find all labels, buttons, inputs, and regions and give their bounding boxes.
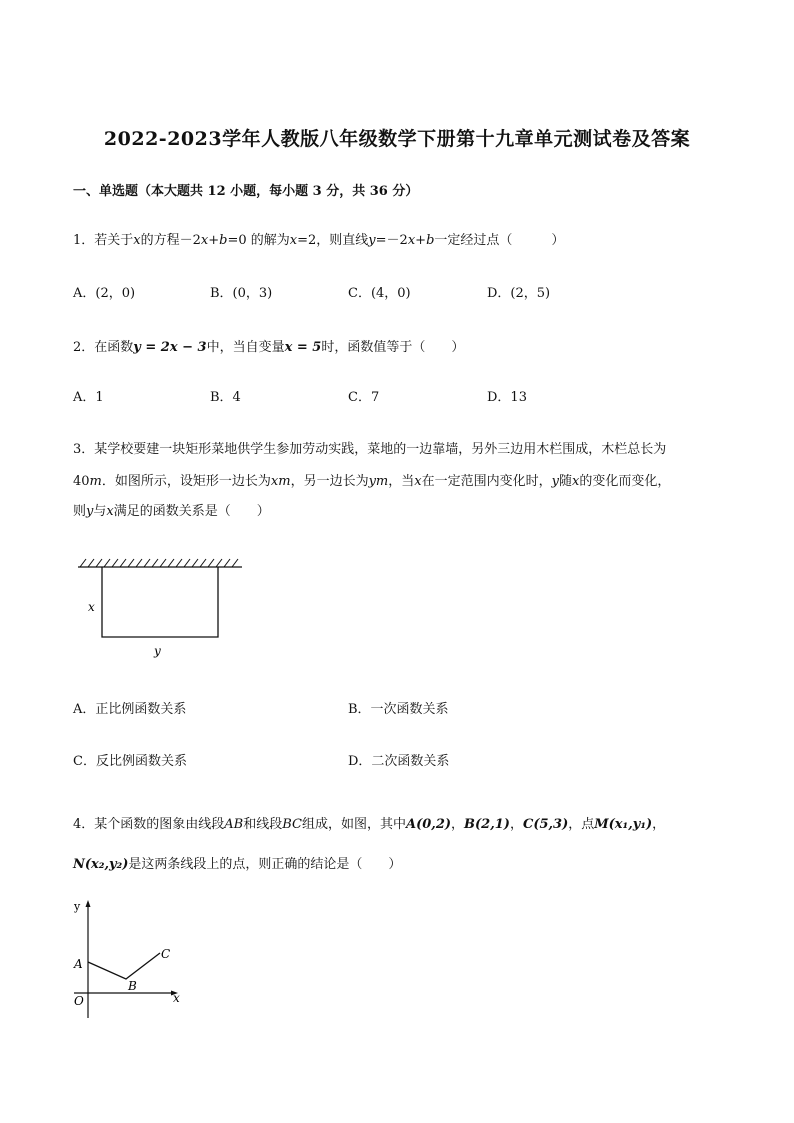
question-2-text: 2．在函数y = 2x − 3中，当自变量x = 5时，函数值等于（ ）	[73, 340, 465, 355]
question-3-line-2: 40m．如图所示，设矩形一边长为xm，另一边长为ym，当x在一定范围内变化时，y随x的变化而变化，	[73, 474, 671, 489]
question-4-line-2: N(x₂,y₂)是这两条线段上的点，则正确的结论是（ ）	[73, 857, 402, 872]
q2-option-b[interactable]: B．4	[210, 390, 241, 405]
question-3-line-1: 3．某学校要建一块矩形菜地供学生参加劳动实践，菜地的一边靠墙，另外三边用木栏围成，木栏总长为	[73, 442, 667, 457]
point-b-label: B	[128, 979, 137, 993]
q1-option-c[interactable]: C．(4，0)	[348, 286, 411, 301]
section-heading: 一、单选题（本大题共 12 小题，每小题 3 分，共 36 分）	[73, 184, 419, 199]
q2-option-a[interactable]: A．1	[73, 390, 104, 405]
q1-option-a[interactable]: A．(2，0)	[73, 286, 136, 301]
piecewise-graph-figure	[70, 898, 190, 1023]
wall-hatch	[80, 559, 238, 567]
point-a-coord: A(0,2)	[406, 817, 452, 832]
point-b-coord: B(2,1)	[464, 817, 510, 832]
fence-outline	[102, 567, 218, 637]
origin-label: O	[74, 994, 84, 1008]
point-c-label: C	[161, 947, 171, 961]
q3-option-a[interactable]: A．正比例函数关系	[73, 702, 187, 717]
point-m-coord: M(x₁,y₁)	[594, 817, 653, 832]
q1-option-d[interactable]: D．(2，5)	[487, 286, 551, 301]
axis-label-x: x	[173, 991, 180, 1005]
axis-label-y: y	[74, 900, 81, 913]
q3-option-c[interactable]: C．反比例函数关系	[73, 754, 187, 769]
formula-y-2x-3: y = 2x − 3	[133, 340, 207, 355]
label-y: y	[154, 644, 161, 658]
rectangle-garden-figure	[70, 555, 250, 665]
point-n-coord: N(x₂,y₂)	[73, 857, 129, 872]
label-x: x	[88, 600, 95, 614]
question-4-line-1: 4．某个函数的图象由线段AB和线段BC组成，如图，其中A(0,2)，B(2,1)，C(5,3)，点M(x₁,y₁)，	[73, 817, 666, 832]
q3-option-b[interactable]: B．一次函数关系	[348, 702, 449, 717]
q1-option-b[interactable]: B．(0，3)	[210, 286, 273, 301]
q2-option-d[interactable]: D．13	[487, 390, 527, 405]
point-a-label: A	[74, 957, 83, 971]
page-title: 2022-2023学年人教版八年级数学下册第十九章单元测试卷及答案	[103, 128, 691, 150]
segments-ab-bc	[88, 953, 160, 979]
question-3-line-3: 则y与x满足的函数关系是（ ）	[73, 504, 270, 519]
formula-x-5: x = 5	[284, 340, 322, 355]
point-c-coord: C(5,3)	[522, 817, 569, 832]
q3-option-d[interactable]: D．二次函数关系	[348, 754, 450, 769]
question-1-text: 1．若关于x的方程－2x+b=0 的解为x=2，则直线y=－2x+b一定经过点（ ）	[73, 233, 565, 248]
y-axis-arrow	[86, 900, 91, 907]
q2-option-c[interactable]: C．7	[348, 390, 380, 405]
